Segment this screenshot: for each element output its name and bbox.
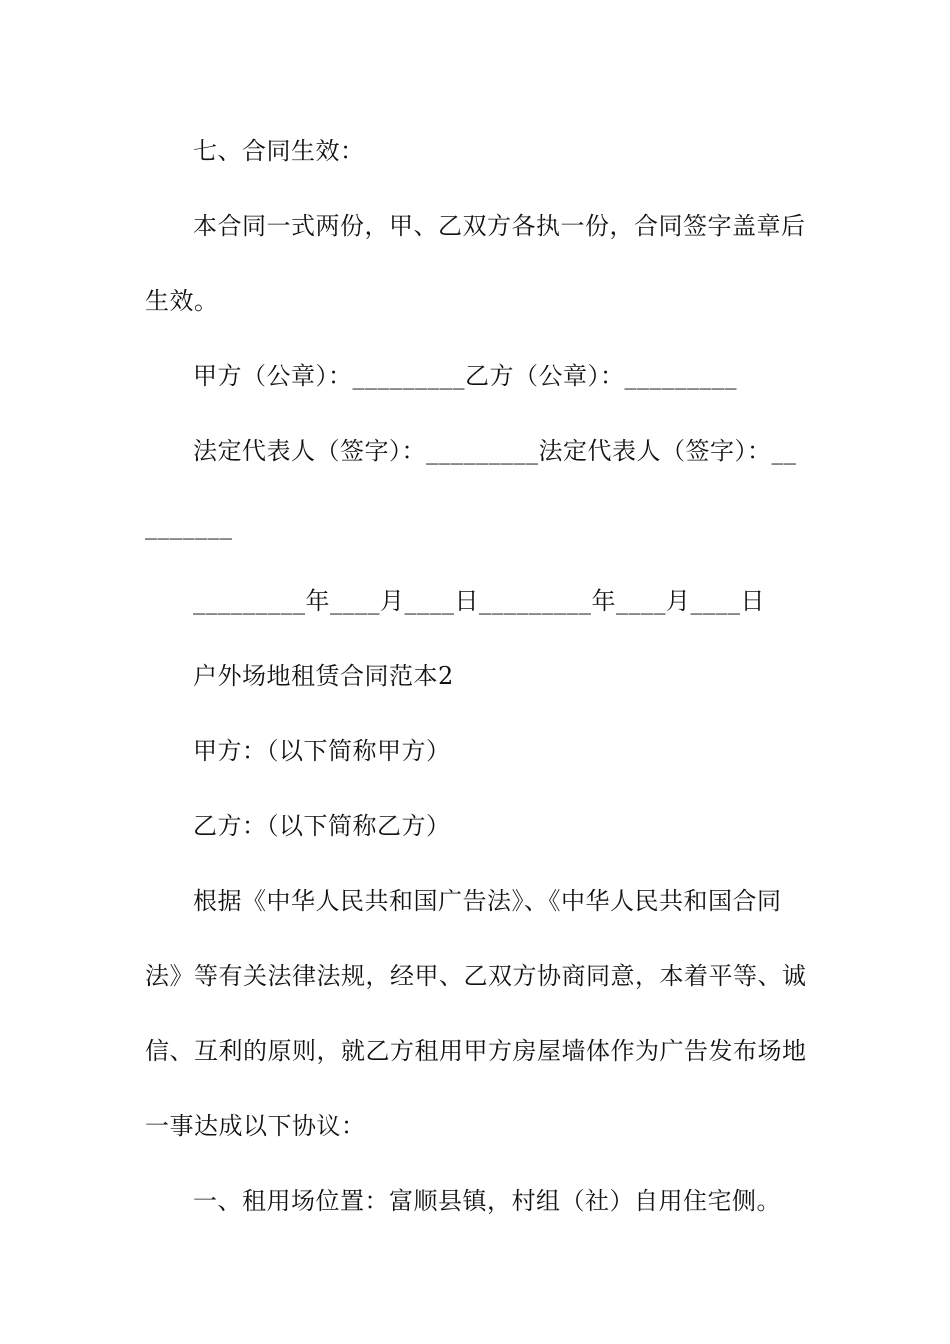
paragraph-line: 一事达成以下协议： [145,1112,366,1140]
paragraph-line: 法》等有关法律法规，经甲、乙双方协商同意，本着平等、诚 [145,962,807,990]
paragraph-line: 生效。 [145,287,219,315]
date-line: _________年____月____日_________年____月____日 [193,587,765,615]
signature-seal-line: 甲方（公章）：_________乙方（公章）：_________ [193,362,737,390]
section-heading-contract-effect: 七、合同生效： [193,137,365,165]
party-a-line: 甲方：（以下简称甲方） [193,737,451,765]
party-b-line: 乙方：（以下简称乙方） [193,812,451,840]
paragraph-line: 信、互利的原则，就乙方租用甲方房屋墙体作为广告发布场地 [145,1037,807,1065]
clause-rental-location: 一、租用场位置：富顺县镇，村组（社）自用住宅侧。 [193,1187,781,1215]
paragraph-line: 本合同一式两份，甲、乙双方各执一份，合同签字盖章后 [193,212,806,240]
signature-continuation-line: _______ [145,512,233,540]
signature-representative-line: 法定代表人（签字）：_________法定代表人（签字）：__ [193,437,797,465]
paragraph-line: 根据《中华人民共和国广告法》、《中华人民共和国合同 [193,887,782,915]
document-title: 户外场地租赁合同范本2 [193,662,454,690]
